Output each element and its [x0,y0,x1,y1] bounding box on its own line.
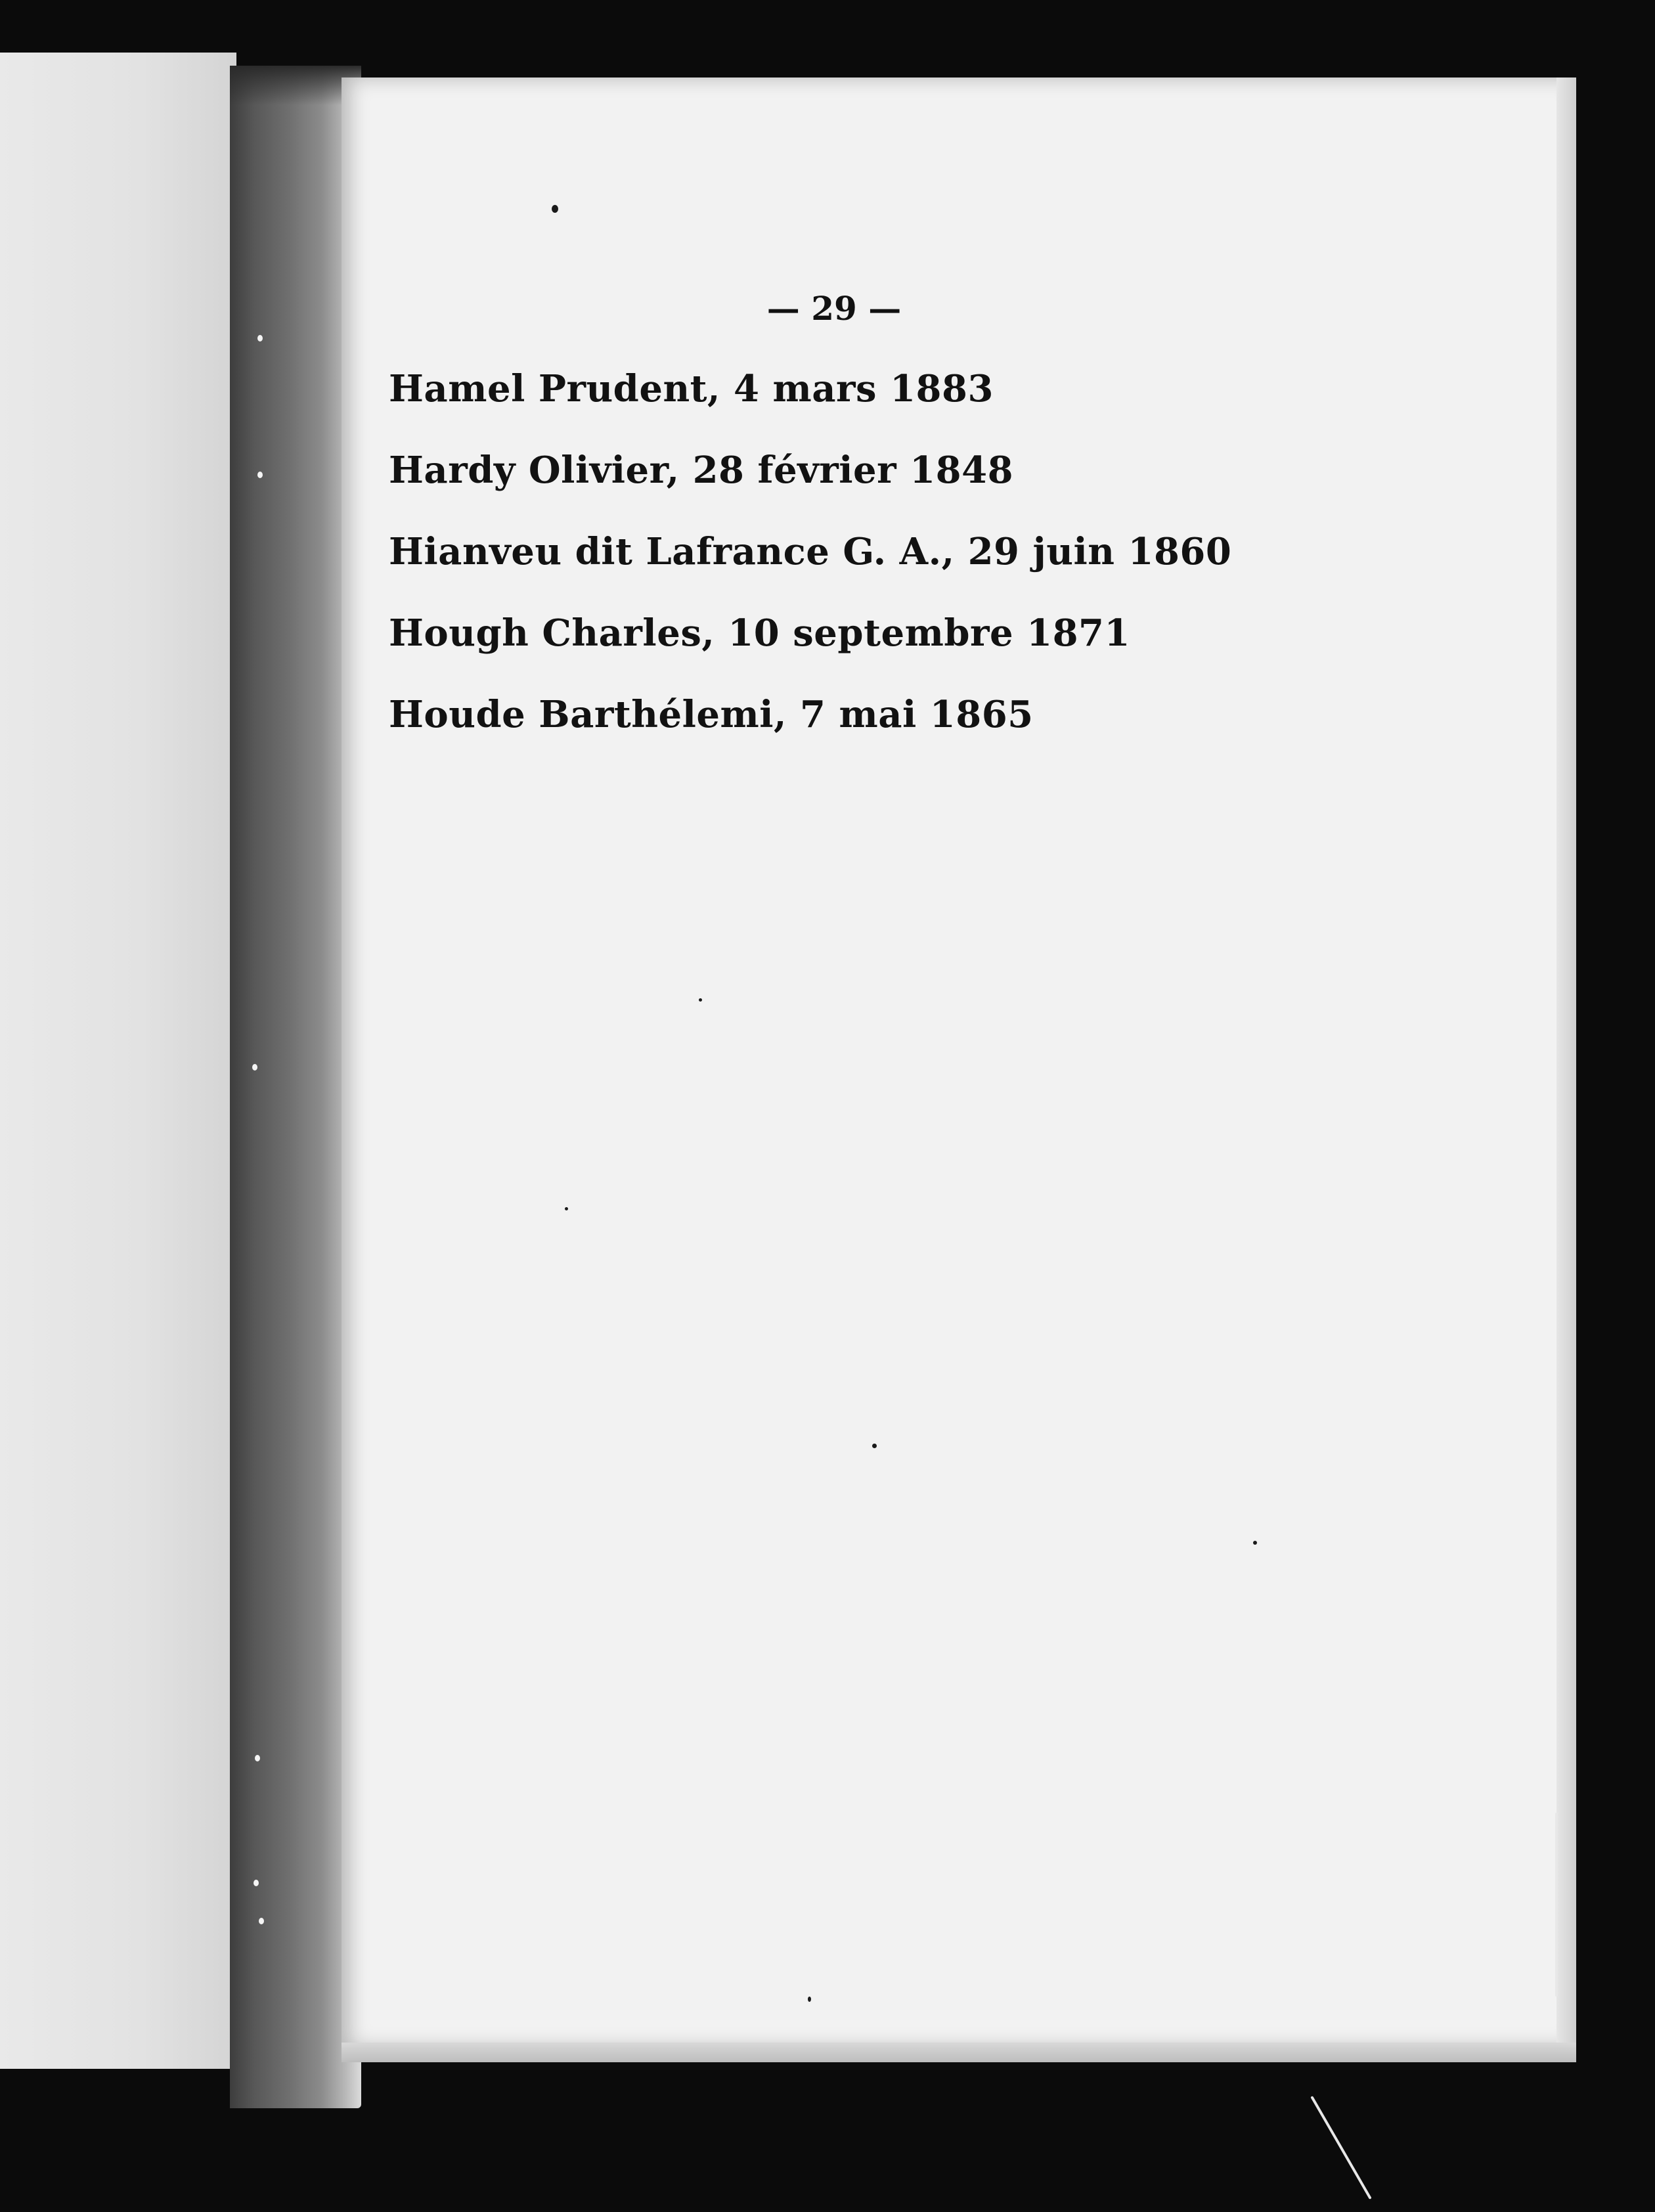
scan-speck [808,1997,811,2002]
page-number: — 29 — [766,289,902,328]
scan-speck [552,205,558,213]
scan-speck [699,998,702,1002]
scan-scratch [1310,2096,1371,2200]
scan-speck [1253,1541,1257,1545]
scan-speck [255,1755,260,1761]
scan-scratch [1555,1813,1558,1997]
register-entries [389,368,1231,775]
register-entry: Hough Charles, 10 septembre 1871 [389,611,1130,655]
page-bottom-edge [342,2043,1576,2062]
scan-speck [565,1207,568,1210]
scan-speck [872,1444,877,1448]
scan-speck [252,1064,257,1071]
register-entry: Houde Barthélemi, 7 mai 1865 [389,693,1034,736]
page-right-edge [1556,77,1576,2048]
left-page [0,53,236,2069]
register-entry: Hamel Prudent, 4 mars 1883 [389,367,994,410]
scan-speck [257,472,263,478]
register-entry: Hardy Olivier, 28 février 1848 [389,449,1014,492]
register-entry: Hianveu dit Lafrance G. A., 29 juin 1860 [389,530,1232,573]
scan-speck [259,1918,264,1924]
scan-speck [254,1880,259,1886]
scan-speck [257,335,263,342]
